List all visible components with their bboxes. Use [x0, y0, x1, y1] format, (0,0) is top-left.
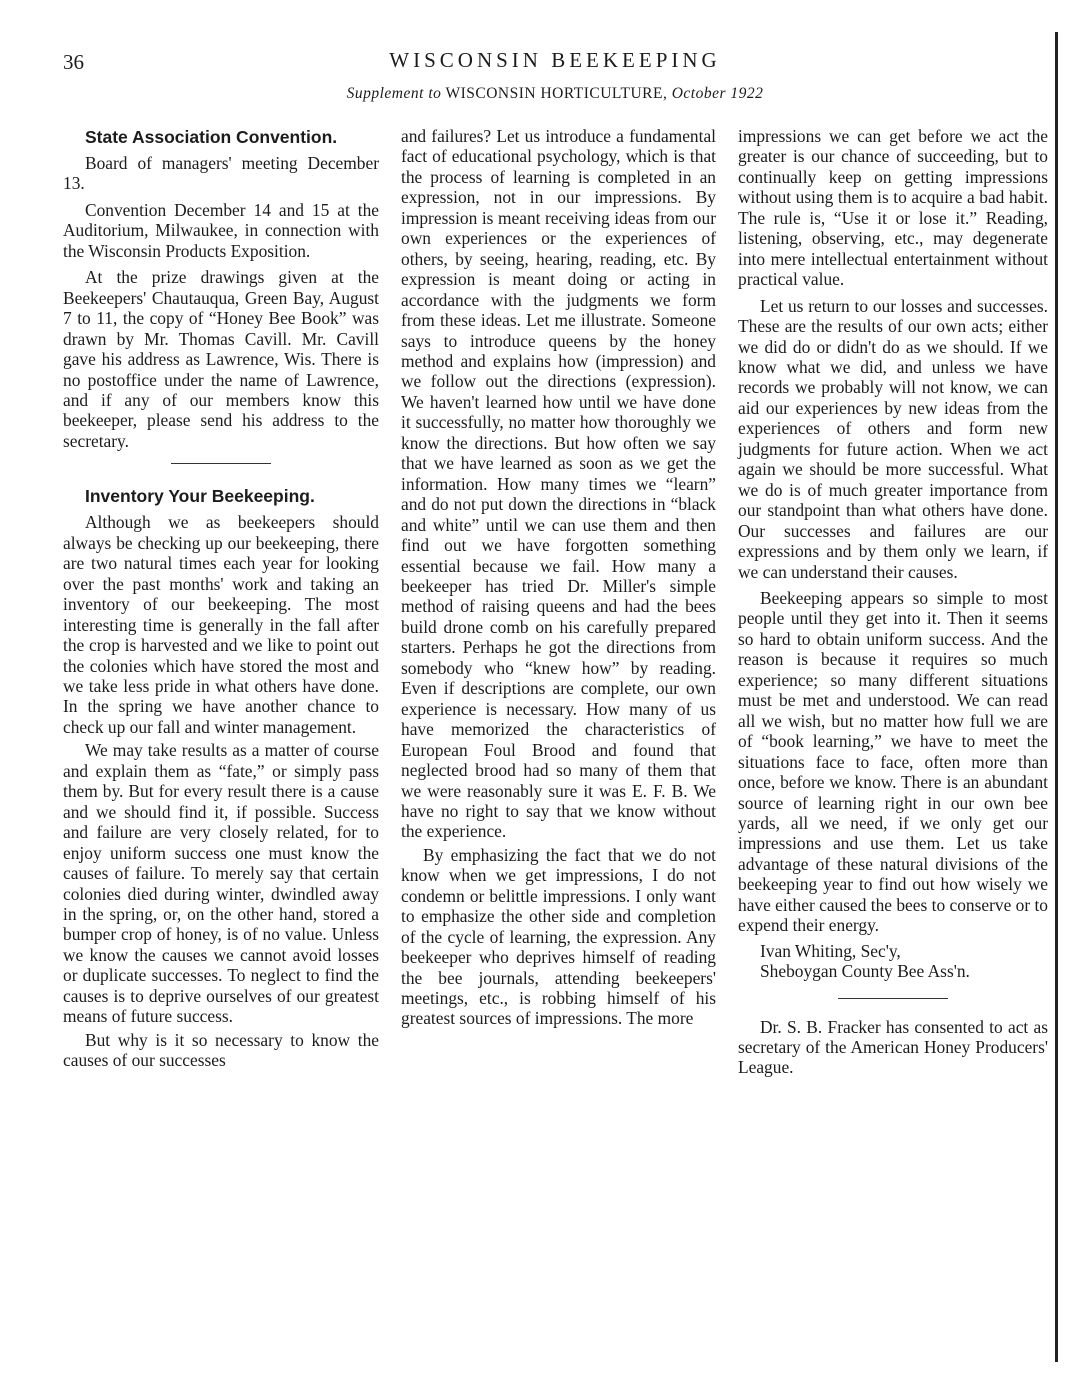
signature-organization: Sheboygan County Bee Ass'n.	[760, 961, 970, 982]
convention-paragraph: At the prize drawings given at the Beekeepers' Chautauqua, Green Bay, August 7 to 11, the copy of “Honey Bee Book” was drawn by Mr. Thomas Cavill. Mr. Cavill gave his address as Lawrence, Wis. There is no postoffice under the name of Lawrence, and if any of our members know this beekeeper, please send his address to the secretary.	[63, 267, 379, 451]
column-1	[63, 126, 379, 1071]
inventory-paragraph: impressions we can get before we act the greater is our chance of succeeding, but to continually keep on getting impressions without using them is to acquire a bad habit. The rule is, “Use it or lose it.” Reading, listening, observing, etc., may degenerate into mere intellectual entertainment without practical value.	[738, 126, 1048, 290]
inventory-paragraph: We may take results as a matter of course and explain them as “fate,” or simply pass them by. But for every result there is a cause and we should find it, if possible. Success and failure are very closely related, for to enjoy uniform success one must know the causes of failure. To merely say that certain colonies died during winter, dwindled away in the spring, or, on the other hand, stored a bumper crop of honey, is of no value. Unless we know the causes we cannot avoid losses or duplicate successes. To neglect to find the causes is to deprive ourselves of our greatest means of future success.	[63, 740, 379, 1027]
convention-paragraph: Convention December 14 and 15 at the Auditorium, Milwaukee, in connection with the Wisconsin Products Exposition.	[63, 199, 379, 261]
supplement-prefix: Supplement to	[346, 85, 442, 102]
inventory-paragraph: But why is it so necessary to know the causes of our successes	[63, 1029, 379, 1071]
section-divider	[838, 998, 948, 999]
supplement-publication: WISCONSIN HORTICULTURE,	[445, 85, 668, 102]
inventory-paragraph: Beekeeping appears so simple to most people until they get into it. Then it seems so hard to obtain uniform success. And the reason is because it requires so much experience; so many different situations must be met and understood. We can read all we wish, but no matter how full we are of “book learning,” we have to meet the situations face to face, often more than once, before we know. There is an abundant source of learning right in our own bee yards, all we need, if we only get our impressions and use them. Let us take advantage of these natural divisions of the beekeeping year to find out how wisely we have either caused the bees to conserve or to expend their energy.	[738, 587, 1048, 936]
inventory-heading: Inventory Your Beekeeping.	[85, 486, 315, 507]
inventory-paragraph: By emphasizing the fact that we do not know when we get impressions, I do not condemn or belittle impressions. I only want to emphasize the other side and completion of the cycle of learning, the expression. Any beekeeper who deprives himself of reading the bee journals, attending beekeepers' meetings, etc., is robbing himself of his greatest sources of impressions. The more	[401, 844, 716, 1029]
inventory-paragraph: and failures? Let us introduce a fundamental fact of educational psychology, which is that the process of learning is completed in an expression, not in our impressions. By impression is meant receiving ideas from our own experiences or the experiences of others, by seeing, hearing, reading, etc. By expression is meant doing or acting in accordance with the judgments we form from these ideas. Let me illustrate. Someone says to introduce queens by the honey method and explains how (impression) and we follow out the directions (expression). We haven't learned how until we have done it successfully, no matter how thoroughly we know the directions. But how often we say that we have learned as soon as we get the information. How many times we “learn” and do not put down the directions in “black and white” until we can use them and then find out we have forgotten something essential because we fail. How many a beekeeper has tried Dr. Miller's simple method of raising queens and had the bees build drone comb on his carefully prepared starters. Perhaps he got the directions from somebody who “knew how” by reading. Even if descriptions are complete, our own experience is necessary. How many of us have memorized the characteristics of European Foul Brood and found that neglected brood had so many of them that we were reasonably sure it was E. F. B. We have no right to say that we know without the experience.	[401, 126, 716, 842]
supplement-line	[0, 85, 1090, 103]
column-3	[738, 126, 1048, 1078]
fracker-note: Dr. S. B. Fracker has consented to act as secretary of the American Honey Producers' League.	[738, 1016, 1048, 1078]
supplement-date: October 1922	[671, 85, 764, 102]
page-edge-rule	[1055, 32, 1058, 1362]
convention-heading: State Association Convention.	[85, 127, 338, 147]
page-number: 36	[63, 50, 84, 74]
section-divider	[171, 463, 271, 464]
convention-paragraph: Board of managers' meeting December 13.	[63, 153, 379, 194]
inventory-paragraph: Although we as beekeepers should always be checking up our beekeeping, there are two natural times each year for looking over the past months' work and taking an inventory of our beekeeping. The most interesting time is generally in the fall after the crop is harvested and we like to point out the colonies which have stored the most and we take less pride in what others have done. In the spring we have another chance to check up our fall and winter management.	[63, 512, 379, 737]
column-2	[401, 126, 716, 1029]
running-head: WISCONSIN BEEKEEPING	[389, 48, 721, 72]
signature-name: Ivan Whiting, Sec'y,	[760, 940, 901, 961]
inventory-paragraph: Let us return to our losses and successes. These are the results of our own acts; either we did do or didn't do as we should. If we know what we did, and unless we have records we probably will not know, we can aid our experiences by new ideas from the experiences of others and form new judgments for future action. When we act again we should be more successful. What we do is of much greater importance from our standpoint than what others have done. Our successes and failures are our expressions and by them only we learn, if we can understand their causes.	[738, 295, 1048, 582]
